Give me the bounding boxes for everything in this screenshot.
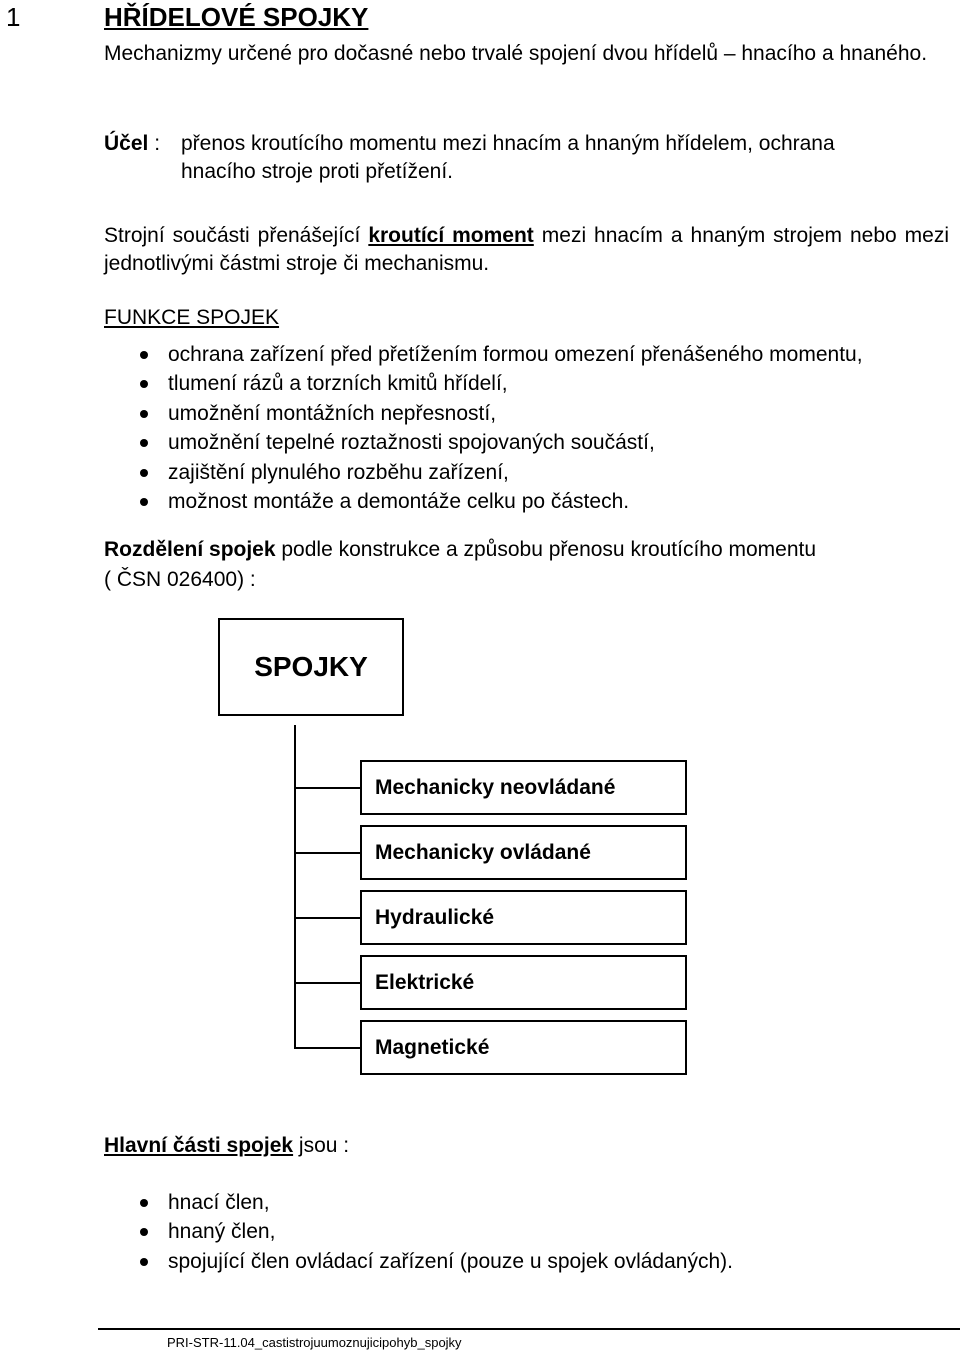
diagram-branch-line bbox=[294, 917, 360, 919]
footer-text: PRI-STR-11.04_castistrojuumoznujicipohyb_spojky bbox=[167, 1335, 462, 1350]
list-item: zajištění plynulého rozběhu zařízení, bbox=[104, 458, 863, 487]
diagram-branch-line bbox=[294, 852, 360, 854]
main-parts-title: Hlavní části spojek bbox=[104, 1134, 294, 1157]
components-paragraph bbox=[104, 222, 949, 278]
division-rest: podle konstrukce a způsobu přenosu kroutícího momentu bbox=[275, 538, 817, 561]
purpose-label bbox=[104, 130, 160, 158]
diagram-child-box: Hydraulické bbox=[360, 890, 687, 945]
diagram-root-box: SPOJKY bbox=[218, 618, 404, 716]
purpose-separator: : bbox=[148, 132, 161, 155]
list-item: hnací člen, bbox=[104, 1188, 733, 1217]
section-number: 1 bbox=[6, 2, 21, 32]
list-item: spojující člen ovládací zařízení (pouze u spojek ovládaných). bbox=[104, 1247, 733, 1276]
diagram-child-box: Elektrické bbox=[360, 955, 687, 1010]
definition-paragraph: Mechanizmy určené pro dočasné nebo trvalé spojení dvou hřídelů – hnacího a hnaného. bbox=[104, 42, 928, 65]
division-bold: Rozdělení spojek bbox=[104, 538, 276, 561]
components-text-after: mezi hnacím a hnaným strojem nebo mezi jednotlivými částmi stroje či mechanismu. bbox=[104, 224, 949, 275]
list-item: umožnění tepelné roztažnosti spojovaných součástí, bbox=[104, 428, 863, 457]
purpose-line-1: přenos kroutícího momentu mezi hnacím a hnaným hřídelem, ochrana bbox=[181, 132, 835, 155]
division-line-2: ( ČSN 026400) : bbox=[104, 568, 256, 591]
purpose-line-2: hnacího stroje proti přetížení. bbox=[181, 160, 453, 183]
diagram-child-box: Magnetické bbox=[360, 1020, 687, 1075]
purpose-label-text: Účel bbox=[104, 132, 149, 155]
footer-divider bbox=[98, 1328, 960, 1330]
main-parts-list bbox=[104, 1188, 733, 1276]
diagram-child-box: Mechanicky ovládané bbox=[360, 825, 687, 880]
components-bold-term: kroutící moment bbox=[368, 224, 534, 247]
main-parts-suffix: jsou : bbox=[293, 1134, 350, 1157]
list-item: umožnění montážních nepřesností, bbox=[104, 399, 863, 428]
diagram-branch-line bbox=[294, 787, 360, 789]
division-line-1 bbox=[104, 536, 816, 564]
functions-title: FUNKCE SPOJEK bbox=[104, 306, 280, 329]
diagram-trunk-line bbox=[294, 725, 296, 1048]
list-item: možnost montáže a demontáže celku po částech. bbox=[104, 487, 863, 516]
section-title: HŘÍDELOVÉ SPOJKY bbox=[104, 2, 369, 32]
diagram-branch-line bbox=[294, 982, 360, 984]
diagram-child-box: Mechanicky neovládané bbox=[360, 760, 687, 815]
list-item: ochrana zařízení před přetížením formou omezení přenášeného momentu, bbox=[104, 340, 863, 369]
list-item: hnaný člen, bbox=[104, 1217, 733, 1246]
main-parts-heading bbox=[104, 1132, 349, 1160]
diagram-branch-line bbox=[294, 1047, 360, 1049]
functions-list bbox=[104, 340, 863, 516]
list-item: tlumení rázů a torzních kmitů hřídelí, bbox=[104, 369, 863, 398]
components-text-before: Strojní součásti přenášející bbox=[104, 224, 369, 247]
